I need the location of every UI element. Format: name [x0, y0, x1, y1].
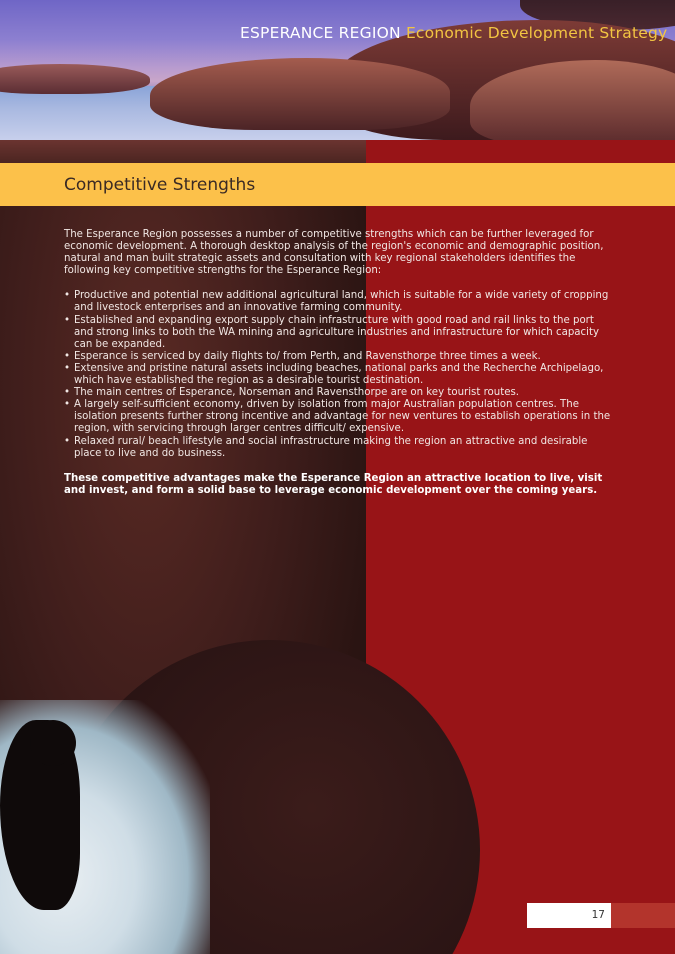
list-item: • The main centres of Esperance, Norseman and Ravensthorpe are on key tourist routes. — [64, 387, 612, 399]
list-item: • Esperance is serviced by daily flights to/ from Perth, and Ravensthorpe three times a week. — [64, 351, 612, 363]
red-panel-strip — [366, 140, 675, 164]
list-item: • Relaxed rural/ beach lifestyle and social infrastructure making the region an attractive and desirable place to live and do business. — [64, 436, 612, 460]
rock-shape — [0, 64, 150, 94]
page-number-accent — [611, 903, 675, 928]
strengths-list — [64, 290, 612, 459]
body-content — [64, 229, 612, 497]
list-item: • Extensive and pristine natural assets including beaches, national parks and the Recherche Archipelago, which have established the region as a desirable tourist destination. — [64, 363, 612, 387]
page-number: 17 — [591, 909, 605, 921]
header-region: ESPERANCE REGION — [240, 24, 401, 42]
intro-paragraph: The Esperance Region possesses a number of competitive strengths which can be further leveraged for economic development. A thorough desktop analysis of the region's economic and demographic position, natural and man built strategic assets and consultation with key regional stakeholders identifies the following key competitive strengths for the Esperance Region: — [64, 229, 604, 277]
header-strategy: Economic Development Strategy — [405, 24, 668, 42]
list-item: • Productive and potential new additional agricultural land, which is suitable for a wide variety of cropping and livestock enterprises and an innovative farming community. — [64, 290, 612, 314]
person-silhouette-head — [30, 720, 76, 766]
rock-strip — [0, 140, 366, 164]
list-item: • A largely self-sufficient economy, driven by isolation from major Australian population centres. The isolation presents further strong incentive and advantage for new ventures to establish operations in the region, with servicing through larger centres difficult/ expensive. — [64, 399, 612, 435]
list-item: • Established and expanding export supply chain infrastructure with good road and rail links to the port and strong links to both the WA mining and agriculture industries and infrastructure for which capacity can be expanded. — [64, 315, 612, 351]
rock-shape — [150, 58, 450, 130]
header-banner-photo — [0, 0, 675, 140]
closing-statement: These competitive advantages make the Esperance Region an attractive location to live, visit and invest, and form a solid base to leverage economic development over the coming years. — [64, 472, 603, 496]
header-title — [240, 24, 667, 42]
section-title: Competitive Strengths — [64, 175, 256, 195]
